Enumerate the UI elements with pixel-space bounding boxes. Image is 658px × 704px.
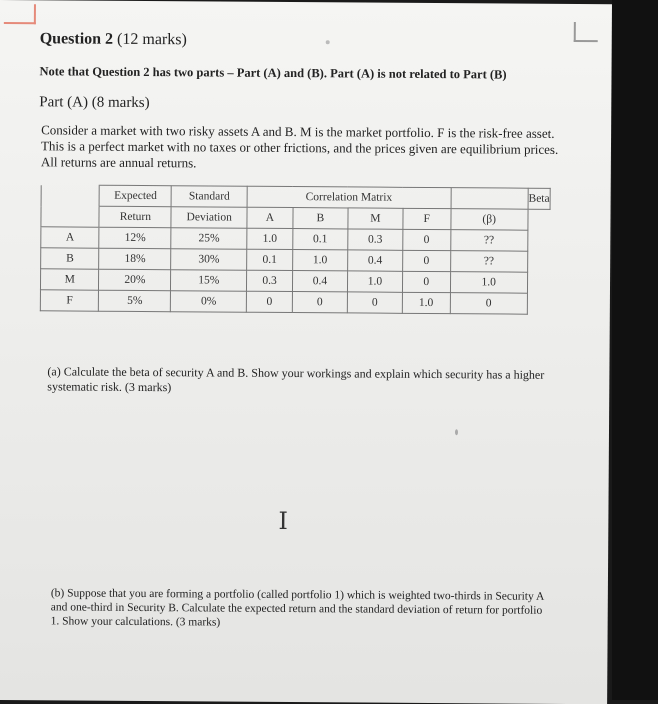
row-label: A (41, 227, 100, 248)
paper-speck (326, 40, 330, 44)
cell-corr-m: 0 (347, 292, 402, 313)
paper-speck (455, 429, 458, 435)
part-a-question: (a) Calculate the beta of security A and B. Show your workings and explain which security has a higher systematic risk. (3 marks) (47, 364, 545, 395)
row-label: F (40, 290, 99, 311)
cell-corr-a: 0.3 (247, 270, 293, 291)
cell-corr-f: 0 (403, 250, 451, 271)
cell-corr-b: 0.1 (293, 229, 348, 250)
header-col-m: M (348, 208, 403, 229)
header-col-f: F (403, 208, 451, 229)
cell-return: 5% (99, 290, 171, 312)
cell-corr-f: 0 (402, 271, 450, 292)
question-title: Question 2 (12 marks) (39, 30, 187, 49)
header-correlation-matrix: Correlation Matrix (247, 186, 451, 208)
cell-beta: ?? (450, 251, 528, 273)
cell-corr-a: 1.0 (247, 228, 293, 249)
cell-return: 20% (99, 269, 171, 291)
header-deviation: Deviation (171, 207, 247, 229)
cell-return: 18% (99, 248, 171, 270)
part-b-question: (b) Suppose that you are forming a portfolio (called portfolio 1) which is weighted two-thirds in Security A and one-third in Security B. Calculate the expected return and the standard deviation of return for portfolio 1. Show your calculations. (3 marks) (50, 587, 544, 629)
cell-corr-a: 0 (246, 291, 292, 312)
header-beta: Beta (528, 188, 550, 209)
cell-beta: ?? (450, 230, 528, 252)
cell-corr-b: 1.0 (292, 250, 347, 271)
corner-crop-mark (4, 4, 36, 24)
cell-beta: 0 (450, 293, 528, 315)
header-col-b: B (293, 208, 348, 229)
cell-corr-f: 0 (403, 229, 451, 250)
part-a-heading: Part (A) (8 marks) (39, 94, 150, 112)
header-beta-symbol: (β) (450, 209, 528, 231)
cell-beta: 1.0 (450, 272, 528, 294)
corner-crop-mark (574, 22, 598, 42)
cell-deviation: 0% (171, 291, 247, 313)
cell-deviation: 15% (171, 270, 247, 292)
row-label: M (40, 269, 99, 290)
cell-corr-b: 0.4 (292, 271, 347, 292)
context-paragraph: Consider a market with two risky assets A and B. M is the market portfolio. F is the risk-free asset. This is a perfect market with no taxes or other frictions, and the prices given are equilibrium prices. All returns are annual returns. (40, 122, 559, 171)
cell-corr-m: 0.4 (348, 250, 403, 271)
cell-corr-m: 0.3 (348, 229, 403, 250)
cell-return: 12% (99, 227, 171, 249)
correlation-table (40, 184, 551, 315)
header-expected: Expected (100, 185, 172, 207)
header-return: Return (99, 206, 171, 228)
text-cursor-icon: I (278, 506, 288, 536)
question-note: Note that Question 2 has two parts – Part (A) and (B). Part (A) is not related to Part (B) (39, 64, 507, 82)
header-col-a: A (247, 207, 293, 228)
cell-deviation: 25% (171, 228, 247, 250)
table-row (40, 290, 549, 315)
cell-corr-b: 0 (292, 292, 347, 313)
row-label: B (41, 248, 100, 269)
header-standard: Standard (171, 186, 247, 208)
cell-deviation: 30% (171, 249, 247, 271)
dark-background-edge (612, 0, 658, 700)
cell-corr-f: 1.0 (402, 292, 450, 313)
cell-corr-a: 0.1 (247, 249, 293, 270)
cell-corr-m: 1.0 (347, 271, 402, 292)
